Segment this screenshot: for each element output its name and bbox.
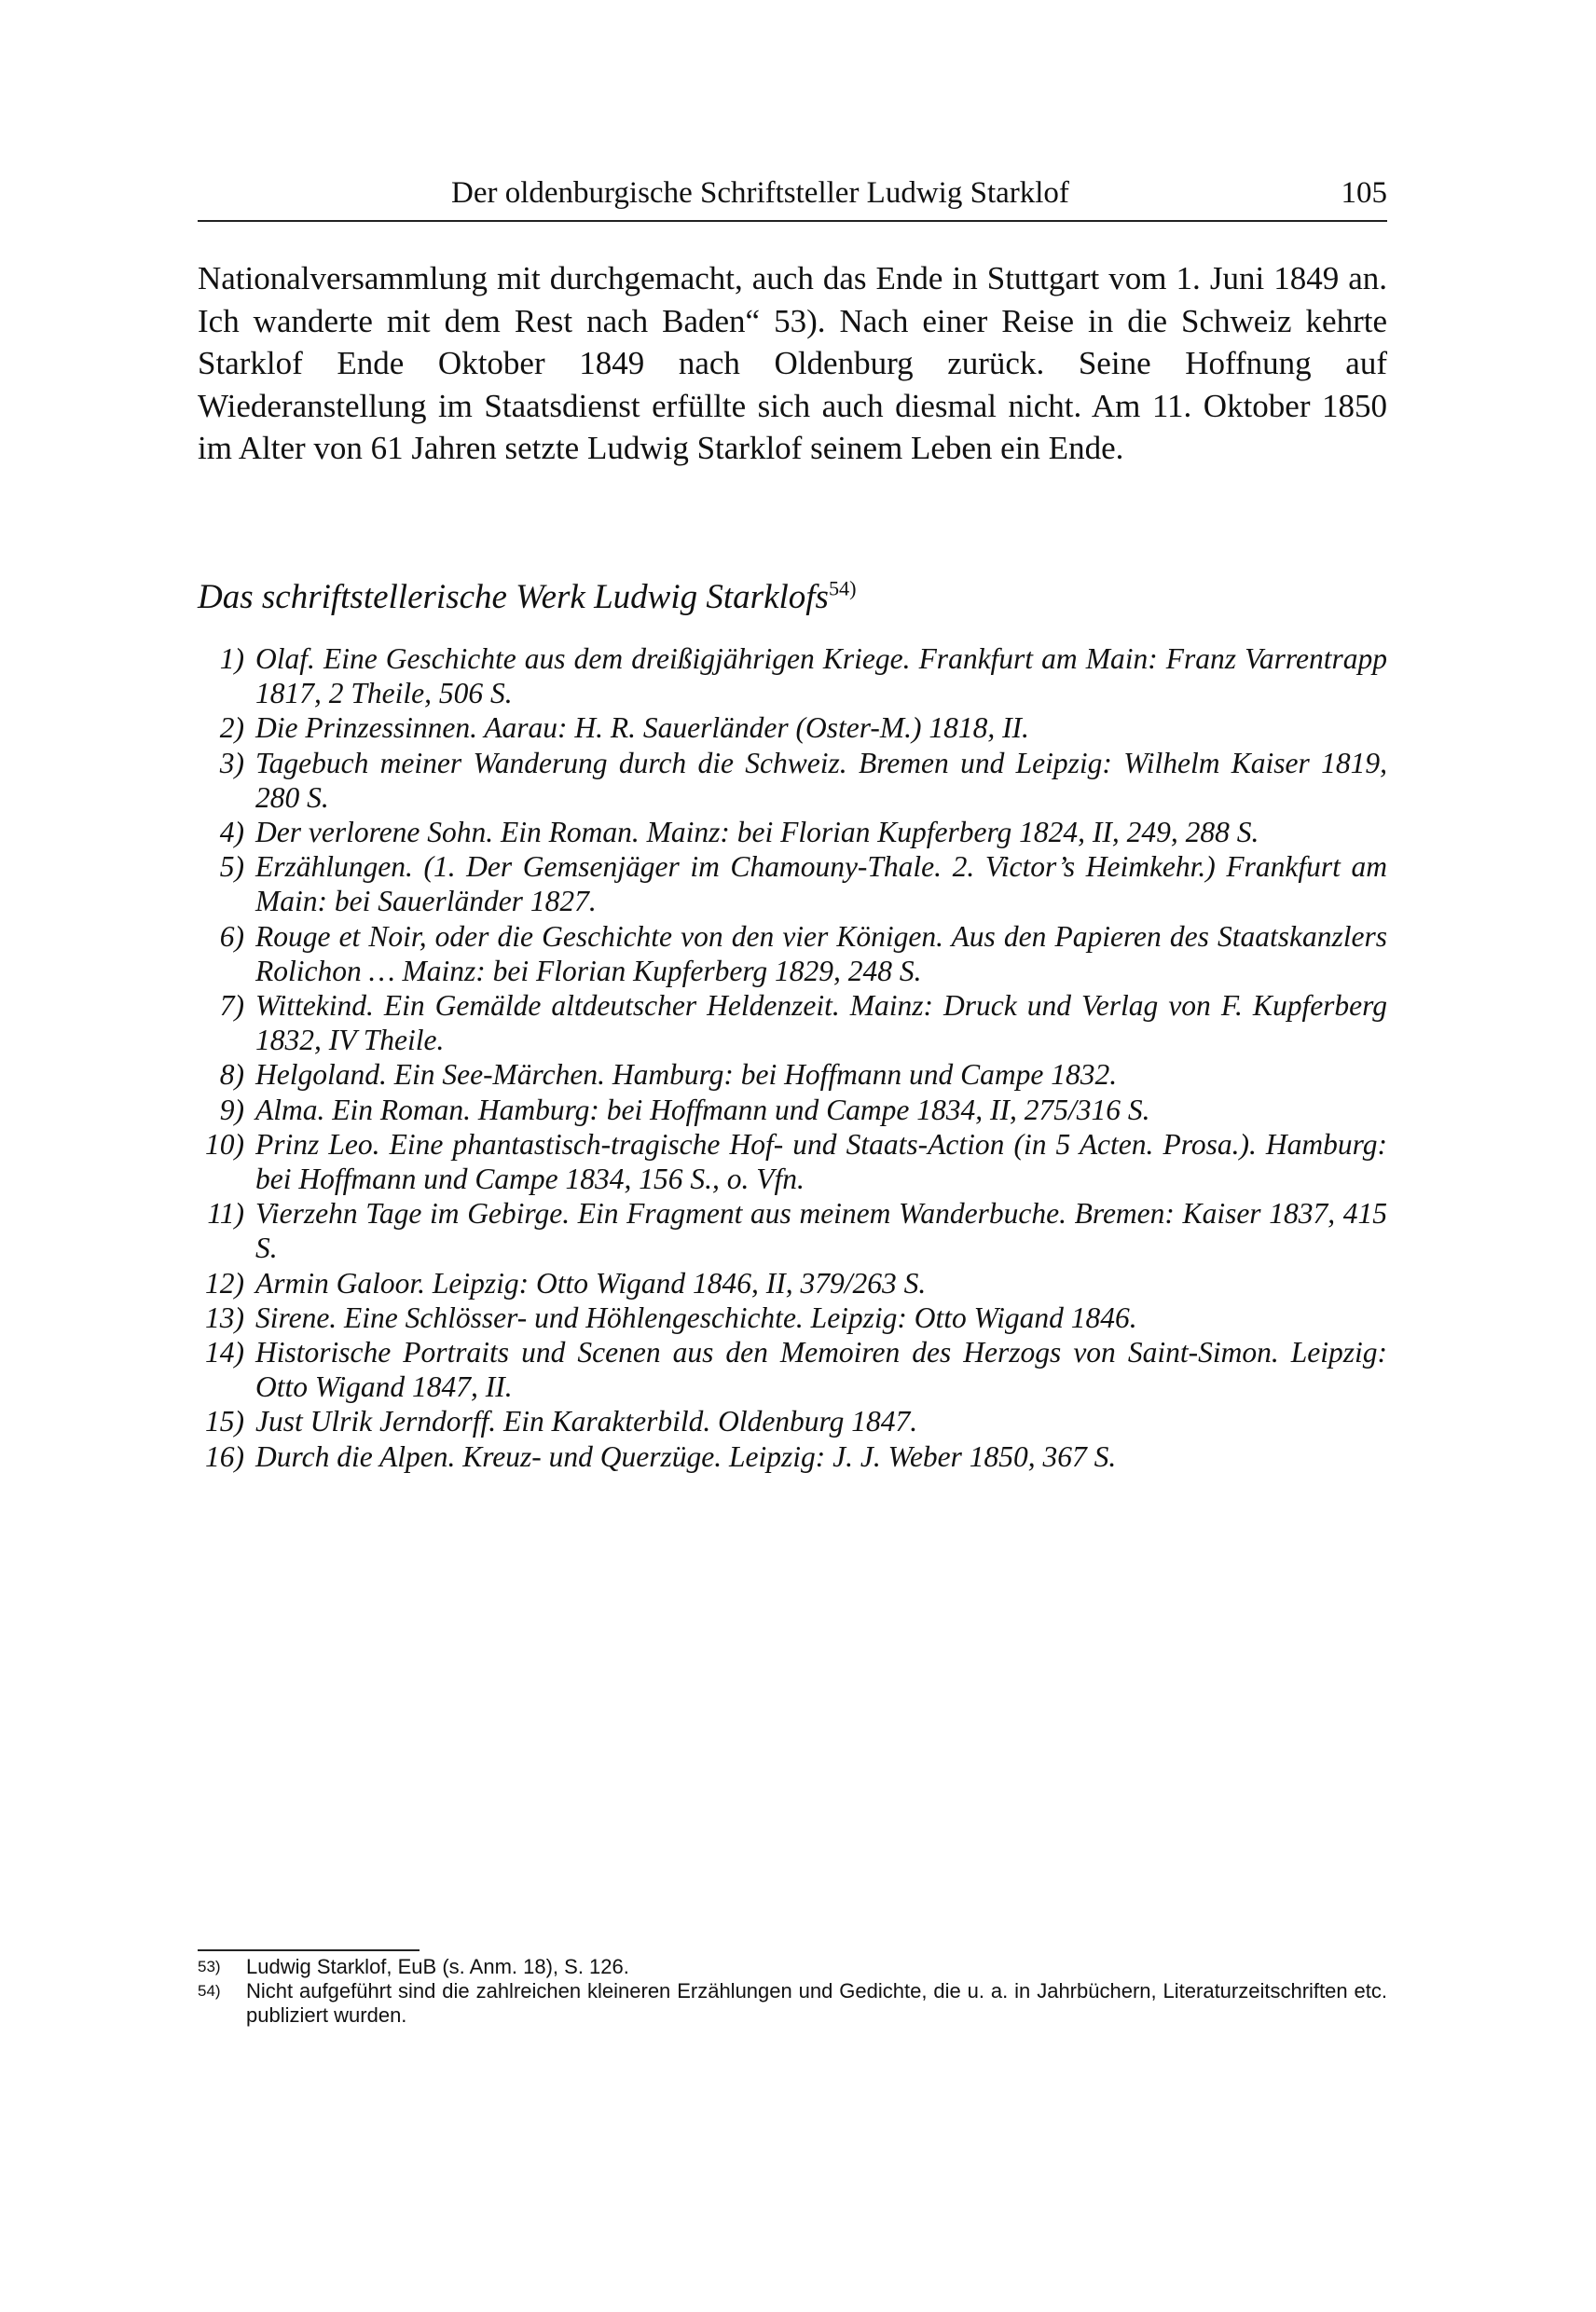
work-number: 3) xyxy=(219,746,244,779)
work-entry: Tagebuch meiner Wanderung durch die Schweiz. Bremen und Leipzig: Wilhelm Kaiser 1819, 280 S. xyxy=(255,746,1387,814)
work-number: 14) xyxy=(205,1336,244,1369)
work-item xyxy=(198,746,1387,815)
work-number: 9) xyxy=(219,1093,244,1126)
work-number: 16) xyxy=(205,1439,244,1473)
work-item xyxy=(198,1127,1387,1196)
running-header xyxy=(198,173,1387,222)
work-number: 8) xyxy=(219,1058,244,1092)
footnote-text: Nicht aufgeführt sind die zahlreichen kleineren Erzählungen und Gedichte, die u. a. in Jahrbüchern, Literaturzeitschriften etc. publiziert wurden. xyxy=(246,1979,1387,2027)
work-number: 1) xyxy=(219,642,244,675)
work-entry: Wittekind. Ein Gemälde altdeutscher Heldenzeit. Mainz: Druck und Verlag von F. Kupferberg 1832, IV Theile. xyxy=(255,989,1387,1057)
work-number: 4) xyxy=(219,816,244,849)
work-number: 10) xyxy=(205,1127,244,1161)
work-number: 6) xyxy=(219,919,244,953)
body-text xyxy=(198,257,1387,470)
work-entry: Durch die Alpen. Kreuz- und Querzüge. Leipzig: J. J. Weber 1850, 367 S. xyxy=(255,1439,1117,1473)
work-number: 2) xyxy=(219,711,244,745)
footnote xyxy=(198,1979,1387,2028)
footnote-mark: 54) xyxy=(198,1982,221,2000)
work-item xyxy=(198,1335,1387,1404)
footnote-rule xyxy=(198,1949,420,1951)
work-number: 5) xyxy=(219,850,244,884)
section-heading xyxy=(198,576,857,619)
work-entry: Sirene. Eine Schlösser- und Höhlengeschichte. Leipzig: Otto Wigand 1846. xyxy=(255,1300,1137,1334)
work-item xyxy=(198,710,1387,745)
body-paragraph: Nationalversammlung mit durchgemacht, auch das Ende in Stuttgart vom 1. Juni 1849 an. Ich wanderte mit dem Rest nach Baden“ 53). Nach einer Reise in die Schweiz kehrte Starklof Ende Oktober 1849 nach Oldenburg zurück. Seine Hoffnung auf Wiederanstellung im Staatsdienst erfüllte sich auch diesmal nicht. Am 11. Oktober 1850 im Alter von 61 Jahren setzte Ludwig Starklof seinem Leben ein Ende. xyxy=(198,260,1387,466)
work-entry: Historische Portraits und Scenen aus den Memoiren des Herzogs von Saint-Simon. Leipzig: Otto Wigand 1847, II. xyxy=(255,1336,1387,1404)
work-item xyxy=(198,815,1387,849)
section-heading-footnote-ref: 54) xyxy=(828,576,857,600)
footnotes xyxy=(198,1955,1387,2028)
work-entry: Die Prinzessinnen. Aarau: H. R. Sauerländer (Oster-M.) 1818, II. xyxy=(255,711,1029,745)
work-entry: Vierzehn Tage im Gebirge. Ein Fragment aus meinem Wanderbuche. Bremen: Kaiser 1837, 415 S. xyxy=(255,1197,1387,1265)
work-item xyxy=(198,988,1387,1057)
section-heading-text: Das schriftstellerische Werk Ludwig Starklofs xyxy=(198,578,829,616)
running-title: Der oldenburgische Schriftsteller Ludwig Starklof xyxy=(451,176,1069,210)
work-entry: Rouge et Noir, oder die Geschichte von den vier Königen. Aus den Papieren des Staatskanzlers Rolichon … Mainz: bei Florian Kupferberg 1829, 248 S. xyxy=(255,919,1387,987)
work-entry: Alma. Ein Roman. Hamburg: bei Hoffmann und Campe 1834, II, 275/316 S. xyxy=(255,1093,1150,1126)
work-item xyxy=(198,1093,1387,1127)
work-item xyxy=(198,641,1387,710)
work-entry: Erzählungen. (1. Der Gemsenjäger im Chamouny-Thale. 2. Victor’s Heimkehr.) Frankfurt am Main: bei Sauerländer 1827. xyxy=(255,850,1387,918)
work-item xyxy=(198,1266,1387,1300)
work-number: 12) xyxy=(205,1266,244,1300)
work-entry: Olaf. Eine Geschichte aus dem dreißigjährigen Kriege. Frankfurt am Main: Franz Varrentrapp 1817, 2 Theile, 506 S. xyxy=(255,642,1387,710)
work-item xyxy=(198,1404,1387,1438)
work-entry: Prinz Leo. Eine phantastisch-tragische Hof- und Staats-Action (in 5 Acten. Prosa.). Hamburg: bei Hoffmann und Campe 1834, 156 S., o. Vfn. xyxy=(255,1127,1387,1196)
work-number: 7) xyxy=(219,989,244,1023)
footnote-mark: 53) xyxy=(198,1958,221,1975)
work-item xyxy=(198,1439,1387,1474)
footnote xyxy=(198,1955,1387,1979)
work-entry: Helgoland. Ein See-Märchen. Hamburg: bei Hoffmann und Campe 1832. xyxy=(255,1058,1118,1092)
work-number: 11) xyxy=(207,1197,244,1231)
work-entry: Just Ulrik Jerndorff. Ein Karakterbild. Oldenburg 1847. xyxy=(255,1405,918,1438)
work-item xyxy=(198,1300,1387,1335)
work-item xyxy=(198,919,1387,988)
work-number: 15) xyxy=(205,1405,244,1438)
work-item xyxy=(198,1057,1387,1092)
footnote-text: Ludwig Starklof, EuB (s. Anm. 18), S. 126. xyxy=(246,1955,629,1978)
work-item xyxy=(198,1196,1387,1265)
work-entry: Der verlorene Sohn. Ein Roman. Mainz: bei Florian Kupferberg 1824, II, 249, 288 S. xyxy=(255,816,1259,849)
work-number: 13) xyxy=(205,1300,244,1334)
page-number: 105 xyxy=(1341,176,1387,210)
works-list xyxy=(198,641,1387,1474)
work-item xyxy=(198,849,1387,918)
work-entry: Armin Galoor. Leipzig: Otto Wigand 1846, II, 379/263 S. xyxy=(255,1266,927,1300)
